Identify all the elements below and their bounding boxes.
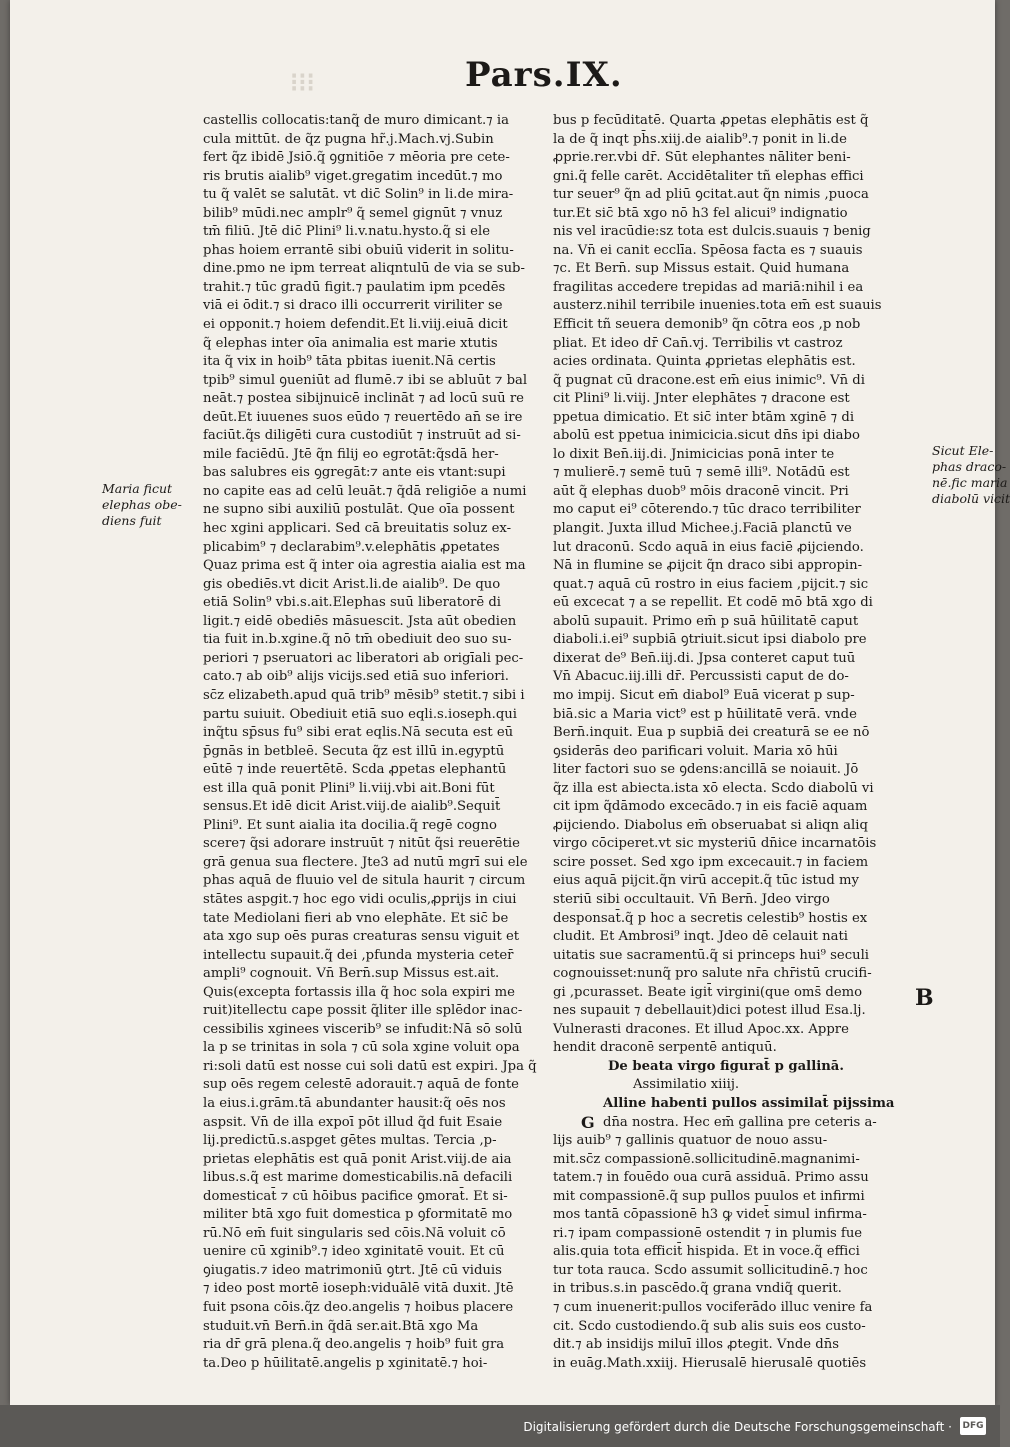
marginal-note-line: diabolū vicit (932, 491, 1010, 506)
text-line: tia fuit in.b.xgine.q̃ nō tm̄ obediuit deo suo su- (203, 632, 512, 648)
text-line: tate Mediolani fieri ab vno elephāte. Et sic̄ be (203, 910, 509, 926)
text-line: cludit. Et Ambrosi⁹ inqt. Jdeo dē celauit nati (553, 929, 849, 945)
text-line: phas hoiem errantē sibi obuiū viderit in solitu- (203, 242, 514, 258)
text-line: mit compassionē.q̃ sup pullos puulos et infirmi (553, 1188, 865, 1204)
text-line: stātes aspgit.⁊ hoc ego vidi oculis,ꝓprijs in ciui (203, 891, 517, 907)
text-line: Efficit tñ seuera demonib⁹ q̃n cōtra eos ,p nob (553, 317, 861, 333)
text-line: deūt.Et iuuenes suos eūdo ⁊ reuertēdo an̄ se ire (203, 409, 523, 425)
text-line: cognouisset:nunq̃ pro salute nr̄a chr̄istū crucifi- (553, 966, 872, 982)
text-line: steriū sibi occultauit. Vn̄ Bern̄. Jdeo virgo (553, 891, 830, 907)
text-line: scire posset. Sed xgo ipm excecauit.⁊ in faciem (553, 854, 869, 870)
text-line: nis vel iracūdie:sz tota est dulcis.suauis ⁊ benig (553, 224, 871, 240)
text-line: abolū supauit. Primo em̄ p suā hūilitatē caput (553, 613, 859, 629)
text-line: lij.predictū.s.aspget gētes multas. Tercia ,p- (203, 1133, 497, 1149)
text-line: inq̃tu sp̄sus fu⁹ sibi erat eqlis.Nā secuta est eū (203, 725, 514, 741)
text-line: dixerat de⁹ Ben̄.iij.di. Jpsa conteret caput tuū (553, 650, 856, 666)
text-line: periori ⁊ pseruatori ac liberatori ab origīali pec- (203, 650, 524, 666)
text-line: cato.⁊ ab oib⁹ alijs vicijs.sed etiā suo inferiori. (203, 669, 509, 685)
text-line: mile faciēdū. Jtē q̃n filij eo egrotāt:q̃sdā her- (203, 446, 499, 462)
text-line: gi ,pcurasset. Beate igit̄ virgini(que oms̄ demo (553, 984, 863, 1000)
text-line: tur seuer⁹ q̃n ad pliū ꝯcitat.aut q̃n nimis ,puoca (553, 187, 869, 203)
text-line: pliat. Et ideo dr̄ Can̄.vj. Terribilis vt castroz (553, 335, 843, 351)
text-line: aspsit. Vn̄ de illa expoī pōt illud q̃d fuit Esaie (203, 1114, 503, 1130)
text-line: ⁊ ideo post mortē ioseph:viduālē vitā duxit. Jtē (203, 1281, 514, 1297)
text-line: eūtē ⁊ inde reuertētē. Scda ꝓpetas elephantū (203, 762, 507, 778)
text-line: sup oēs regem celestē adorauit.⁊ aquā de fonte (203, 1077, 519, 1093)
text-line: partu suiuit. Obediuit etiā suo eqli.s.ioseph.qui (203, 706, 517, 722)
text-line: virgo cōciperet.vt sic mysteriū dn̄ice incarnatōis (553, 836, 877, 852)
left-column (203, 112, 540, 1373)
text-line: ligit.⁊ eidē obediēs māsuescit. Jsta aūt obedien (203, 613, 517, 629)
text-line: ꝓijciendo. Diabolus em̄ obseruabat si aliqn aliq (553, 817, 868, 833)
text-line: prietas elephātis est quā ponit Arist.viij.de aia (203, 1151, 512, 1167)
text-line: faciūt.q̃s diligēti cura custodiūt ⁊ instruūt ad si- (203, 428, 521, 444)
text-line: nes supauit ⁊ debellauit)dici potest illud Esa.lj. (553, 1003, 866, 1019)
text-line: acies ordinata. Quinta ꝓprietas elephātis est. (553, 354, 856, 370)
text-line: tatem.⁊ in fouēdo oua curā assiduā. Primo assu (553, 1170, 869, 1186)
text-line: Plini⁹. Et sunt aialia ita docilia.q̃ regē cogno (203, 817, 497, 833)
text-line: est illa quā ponit Plini⁹ li.viij.vbi ait.Boni fūt (203, 780, 495, 796)
text-line: dit.⁊ ab insidijs miluī illos ꝓtegit. Vnde dn̄s (553, 1337, 840, 1353)
text-line: la de q̃ inqt ph̄s.xiij.de aialib⁹.⁊ ponit in li.de (553, 131, 847, 147)
marginal-note-line: elephas obe- (102, 497, 182, 512)
text-line: ⁊ cum inuenerit:pullos vociferādo illuc venire fa (553, 1300, 873, 1315)
text-line: Nā in flumine se ꝓijcit q̃n draco sibi appropin- (553, 558, 863, 574)
text-line: desponsat̄.q̃ p hoc a secretis celestib⁹ hostis ex (553, 910, 868, 926)
text-line: Quis(excepta fortassis illa q̃ hoc sola expiri me (203, 984, 515, 1000)
text-line: tu q̃ valēt se salutāt. vt dic̄ Solin⁹ in li.de mira- (203, 187, 514, 203)
text-line: liter factori suo se ꝯdens:ancillā se noiauit. Jō (553, 762, 859, 778)
text-line: diaboli.i.ei⁹ supbiā ꝯtriuit.sicut ipsi diabolo pre (553, 632, 867, 648)
text-line: alis.quia tota efficit̄ hispida. Et in voce.q̃ effici (553, 1244, 860, 1260)
text-line: mo impij. Sicut em̄ diabol⁹ Euā vicerat p sup- (553, 687, 855, 703)
marginal-note-line: phas draco- (932, 459, 1007, 474)
text-line: castellis collocatis:tanq̃ de muro dimicant.⁊ ia (203, 113, 510, 128)
text-line: ei opponit.⁊ hoiem defendit.Et li.viij.eiuā dicit (203, 317, 508, 333)
text-line: hec xgini applicari. Sed cā breuitatis soluz ex- (203, 521, 512, 537)
text-line: aūt q̃ elephas duob⁹ mōis draconē vincit. Pri (553, 483, 849, 499)
text-line: na. Vn̄ ei canit ecclīa. Spēosa facta es ⁊ suauis (553, 242, 863, 258)
text-line: cit ipm q̃dāmodo excecādo.⁊ in eis faciē aquam (553, 799, 868, 815)
text-line: cula mittūt. de q̃z pugna hr̃.j.Mach.vj.Subin (203, 131, 494, 147)
text-line: in euāg.Math.xxiij. Hierusalē hierusalē quotiēs (553, 1355, 867, 1371)
text-line: la eius.i.grām.tā abundanter hausit:q̃ oēs nos (203, 1095, 506, 1111)
text-line: bus p fecūditatē. Quarta ꝓpetas elephātis est q̃ (553, 113, 869, 128)
text-line: in tribus.s.in pascēdo.q̃ grana vndiq̃ querit. (553, 1281, 842, 1297)
marginal-note-line: nē.fic maria (932, 475, 1008, 490)
text-line: eius aquā pijcit.q̃n virū accepit.q̃ tūc istud my (553, 873, 859, 889)
section-subheading: Assimilatio xiiij. (633, 1077, 740, 1093)
left-marginal-note (102, 481, 197, 529)
text-line: quat.⁊ aquā cū rostro in eius faciem ,pijcit.⁊ sic (553, 576, 869, 592)
text-line: sensus.Et idē dicit Arist.viij.de aialib⁹.Sequit̄ (203, 799, 501, 815)
text-line: dn̄a nostra. Hec em̄ gallina pre ceteris a- (603, 1114, 877, 1130)
text-line: mos tantā cōpassionē h3 ꝙ videt̄ simul infirma- (553, 1207, 867, 1223)
page-sheet (10, 0, 1010, 1405)
text-line: mo caput ei⁹ cōterendo.⁊ tūc draco terribiliter (553, 502, 861, 518)
marginal-note-line: Sicut Ele- (932, 443, 994, 458)
text-line: dine.pmo ne ipm terreat aliqntulū de via se sub- (203, 261, 525, 277)
text-line: ri:soli datū est nosse cui soli datū est expiri. Jpa q̃ (203, 1058, 537, 1074)
marginal-sign: B (915, 985, 934, 1011)
text-line: plangit. Juxta illud Michee.j.Faciā planctū ve (553, 521, 852, 537)
text-line: lut draconū. Scdo aquā in eius faciē ꝓijciendo. (553, 539, 864, 555)
text-line: Alline habenti pullos assimilat̄ pijssima (603, 1095, 895, 1111)
text-line: lo dixit Ben̄.iij.di. Jnimicicias ponā inter te (553, 446, 835, 462)
text-line: ꝯiugatis.⁊ ideo matrimoniū ꝯtrt. Jtē cū viduis (203, 1262, 502, 1278)
text-line: Vn̄ Abacuc.iij.illi dr̄. Percussisti caput de do- (553, 669, 849, 685)
text-line: ⁊ mulierē.⁊ semē tuū ⁊ semē illi⁹. Notādū est (553, 465, 850, 481)
text-line: uenire cū xginib⁹.⁊ ideo xginitatē vouit. Et cū (203, 1244, 505, 1260)
text-line: gni.q̃ felle carēt. Accidētaliter tñ elephas effici (553, 168, 864, 184)
text-line: no capite eas ad celū leuāt.⁊ q̃dā religiōe a numi (203, 483, 527, 499)
text-line: ris brutis aialib⁹ viget.gregatim incedūt.⁊ mo (203, 168, 503, 184)
text-line: ꝓprie.rer.vbi dr̄. Sūt elephantes nāliter beni- (553, 150, 851, 166)
text-line: plicabim⁹ ⁊ declarabim⁹.v.elephātis ꝓpetates (203, 539, 500, 555)
marginal-note-line: Maria ficut (102, 481, 173, 496)
text-line: gis obediēs.vt dicit Arist.li.de aialib⁹. De quo (203, 576, 501, 592)
text-line: cessibilis xginees viscerib⁹ se infudit:Nā sō solū (203, 1021, 523, 1037)
footer-text: Digitalisierung gefördert durch die Deutsche Forschungsgemeinschaft · (523, 1420, 952, 1434)
text-line: lijs auib⁹ ⁊ gallinis quatuor de nouo assu- (553, 1133, 828, 1149)
text-line: Vulnerasti dracones. Et illud Apoc.xx. Appre (553, 1021, 849, 1037)
text-line: rū.Nō em̄ fuit singularis sed cōis.Nā voluit cō (203, 1225, 506, 1241)
text-line: p̄gnās in betbleē. Secuta q̃z est illū in.egyptū (203, 743, 505, 759)
page-title: Pars.IX. (465, 55, 623, 95)
text-line: etiā Solin⁹ vbi.s.ait.Elephas suū liberatorē di (203, 595, 501, 611)
text-line: viā ei ōdit.⁊ si draco illi occurrerit viriliter se (203, 298, 503, 314)
text-line: la p se trinitas in sola ⁊ cū sola xgine voluit opa (203, 1040, 520, 1056)
text-line: bilib⁹ mūdi.nec amplr⁹ q̃ semel gignūt ⁊ vnuz (203, 205, 503, 221)
text-line: studuit.vn̄ Bern̄.in q̃dā ser.ait.Btā xgo Ma (203, 1318, 479, 1334)
text-line: ri.⁊ ipam compassionē ostendit ⁊ in plumis fue (553, 1225, 863, 1241)
text-line: q̃ elephas inter oīa animalia est marie xtutis (203, 335, 498, 351)
text-line: austerz.nihil terribile inuenies.tota em̄ est suauis (553, 298, 882, 314)
text-line: ꝯsiderās deo parificari voluit. Maria xō hūi (553, 743, 838, 759)
text-line: ruit)itellectu cape possit q̃liter ille splēdor inac- (203, 1003, 523, 1019)
text-line: ita q̃ vix in hoib⁹ tāta pbitas iuenit.Nā certis (203, 354, 496, 370)
text-line: Bern̄.inquit. Eua p supbiā dei creaturā se ee nō (553, 725, 870, 741)
text-line: biā.sic a Maria vict⁹ est p hūilitatē verā. vnde (553, 706, 857, 722)
text-line: cit Plini⁹ li.viij. Jnter elephātes ⁊ dracone est (553, 391, 850, 407)
text-line: ampli⁹ cognouit. Vn̄ Bern̄.sup Missus est.ait. (203, 966, 500, 982)
text-line: Quaz prima est q̃ inter oia agrestia aialia est ma (203, 558, 526, 574)
text-line: q̃z illa est abiecta.ista xō electa. Scdo diabolū vi (553, 780, 874, 796)
text-line: grā genua sua flectere. Jte3 ad nutū mgrī sui ele (203, 854, 528, 870)
text-line: bas salubres eis ꝯgregāt:⁊ ante eis vtant:supi (203, 465, 506, 481)
text-line: ata xgo sup oēs puras creaturas sensu viguit et (203, 929, 520, 945)
section-heading: De beata virgo figurat̄ p gallinā. (608, 1058, 844, 1074)
text-line: uitatis sue sacramentū.q̃ si princeps hui⁹ seculi (553, 947, 870, 963)
text-line: ria dr̄ grā plena.q̃ deo.angelis ⁊ hoib⁹ fuit gra (203, 1337, 505, 1353)
text-line: q̃ pugnat cū dracone.est em̄ eius inimic⁹. Vn̄ di (553, 372, 865, 388)
footer-bar (0, 1405, 1000, 1447)
text-line: fert q̃z ibidē Jsiō.q̃ ꝯgnitiōe ⁊ mēoria pre cete- (203, 150, 510, 166)
text-line: tpib⁹ simul ꝯueniūt ad flumē.⁊ ibi se abluūt ⁊ bal (203, 372, 528, 388)
right-column (553, 112, 895, 1373)
text-line: abolū est ppetua inimicicia.sicut dn̄s ipi diabo (553, 428, 860, 444)
text-line: fragilitas accedere trepidas ad mariā:nihil i ea (553, 279, 864, 295)
text-line: fuit psona cōis.q̃z deo.angelis ⁊ hoibus placere (203, 1300, 514, 1315)
text-line: eū excecat ⁊ a se repellit. Et codē mō btā xgo di (553, 595, 873, 611)
text-line: ta.Deo p hūilitatē.angelis p xginitatē.⁊ hoi- (203, 1355, 488, 1371)
marginal-note-line: diens fuit (102, 513, 162, 528)
text-line: tur.Et sic̄ btā xgo nō h3 fel alicui⁹ indignatio (553, 205, 848, 221)
text-line: trahit.⁊ tūc gradū figit.⁊ paulatim ipm pcedēs (203, 279, 506, 295)
text-line: militer btā xgo fuit domestica p ꝯformitatē mo (203, 1207, 513, 1223)
text-line: ⁊c. Et Bern̄. sup Missus estait. Quid humana (553, 261, 850, 277)
text-line: ne supno sibi auxiliū postulāt. Que oīa possent (203, 502, 515, 518)
text-line: intellectu supauit.q̃ dei ,pfunda mysteria ceter̄ (203, 947, 514, 963)
text-line: tur tota rauca. Scdo assumit sollicitudinē.⁊ hoc (553, 1262, 868, 1278)
text-line: cit. Scdo custodiendo.q̃ sub alis suis eos custo- (553, 1318, 866, 1334)
dfg-logo: DFG (960, 1417, 986, 1435)
text-line: hendit draconē serpentē antiquū. (553, 1040, 777, 1056)
show-through-text: ⁝⁝⁝ (290, 68, 315, 98)
text-line: tm̄ filiū. Jtē dic̄ Plini⁹ li.v.natu.hysto.q̃ si ele (203, 224, 491, 240)
text-line: phas aquā de fluuio vel de situla haurit ⁊ circum (203, 873, 526, 889)
right-marginal-note (932, 443, 1010, 507)
drop-initial: G (581, 1113, 595, 1132)
text-line: mit.sc̄z compassionē.sollicitudinē.magnanimi- (553, 1151, 860, 1167)
text-line: domesticat̄ ⁊ cū hōibus pacifice ꝯmorat̄. Et si- (203, 1188, 508, 1204)
text-line: scere⁊ q̃si adorare instruūt ⁊ nitūt q̃si reuerētie (203, 836, 520, 852)
text-line: ppetua dimicatio. Et sic̄ inter btām xginē ⁊ di (553, 409, 855, 425)
text-line: sc̄z elizabeth.apud quā trib⁹ mēsib⁹ stetit.⁊ sibi i (203, 687, 525, 703)
text-line: neāt.⁊ postea sibijnuicē inclināt ⁊ ad locū suū re (203, 391, 524, 407)
text-line: libus.s.q̃ est marime domesticabilis.nā defacili (203, 1170, 513, 1186)
